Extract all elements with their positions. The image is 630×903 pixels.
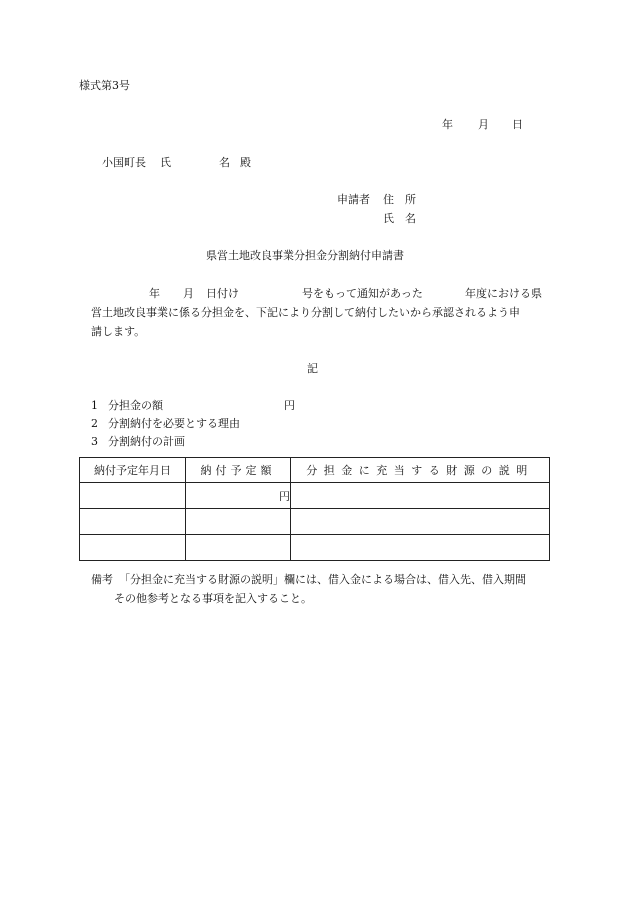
remarks-line-1: 「分担金に充当する財源の説明」欄には、借入金による場合は、借入先、借入期間 (119, 573, 526, 586)
table-cell (80, 535, 186, 561)
table-cell (80, 509, 186, 535)
form-number: 様式第3号 (79, 79, 130, 92)
header-payment-amount: 納付予定額 (186, 458, 291, 483)
body-number-notice: 号をもって通知があった (302, 287, 423, 300)
applicant-address-label: 住 所 (383, 193, 416, 206)
table-row (80, 509, 550, 535)
table-cell-amount (186, 535, 291, 561)
table-header-row (80, 458, 550, 483)
remarks-line-2: その他参考となる事項を記入すること。 (114, 592, 312, 605)
body-line-3: 請します。 (91, 325, 146, 338)
applicant-name-label: 氏 名 (383, 212, 416, 225)
table-cell (291, 483, 550, 509)
addressee-title: 小国町長 (102, 156, 146, 169)
item-2-number: 2 (91, 417, 98, 430)
ki-heading: 記 (307, 362, 318, 375)
addressee-suffix: 殿 (240, 156, 251, 169)
body-fiscal-year: 年度における県 (465, 287, 542, 300)
item-3-number: 3 (91, 435, 98, 448)
item-1-text: 分担金の額 (108, 399, 163, 412)
addressee-shi: 氏 (160, 156, 171, 169)
item-1-unit: 円 (284, 399, 295, 412)
body-line-2: 営土地改良事業に係る分担金を、下記により分割して納付したいから承認されるよう申 (91, 306, 520, 319)
applicant-label: 申請者 (337, 193, 370, 206)
date-month: 月 (478, 118, 489, 131)
item-2-text: 分割納付を必要とする理由 (108, 417, 240, 430)
item-3-text: 分割納付の計画 (108, 435, 185, 448)
body-year: 年 (149, 287, 160, 300)
body-day-attached: 日付け (206, 287, 239, 300)
remarks-label: 備考 (91, 573, 113, 586)
table-row (80, 483, 550, 509)
document-title: 県営土地改良事業分担金分割納付申請書 (206, 249, 404, 262)
addressee-na: 名 (219, 156, 230, 169)
body-month: 月 (183, 287, 194, 300)
table-cell (291, 535, 550, 561)
date-day: 日 (512, 118, 523, 131)
table-cell (80, 483, 186, 509)
header-funding-source: 分担金に充当する財源の説明 (291, 458, 550, 483)
table-cell-amount: 円 (186, 483, 291, 509)
table-cell (291, 509, 550, 535)
item-1-number: 1 (91, 399, 98, 412)
header-payment-date: 納付予定年月日 (80, 458, 186, 483)
date-year: 年 (442, 118, 453, 131)
table-row (80, 535, 550, 561)
payment-plan-table (79, 457, 550, 561)
table-cell-amount (186, 509, 291, 535)
